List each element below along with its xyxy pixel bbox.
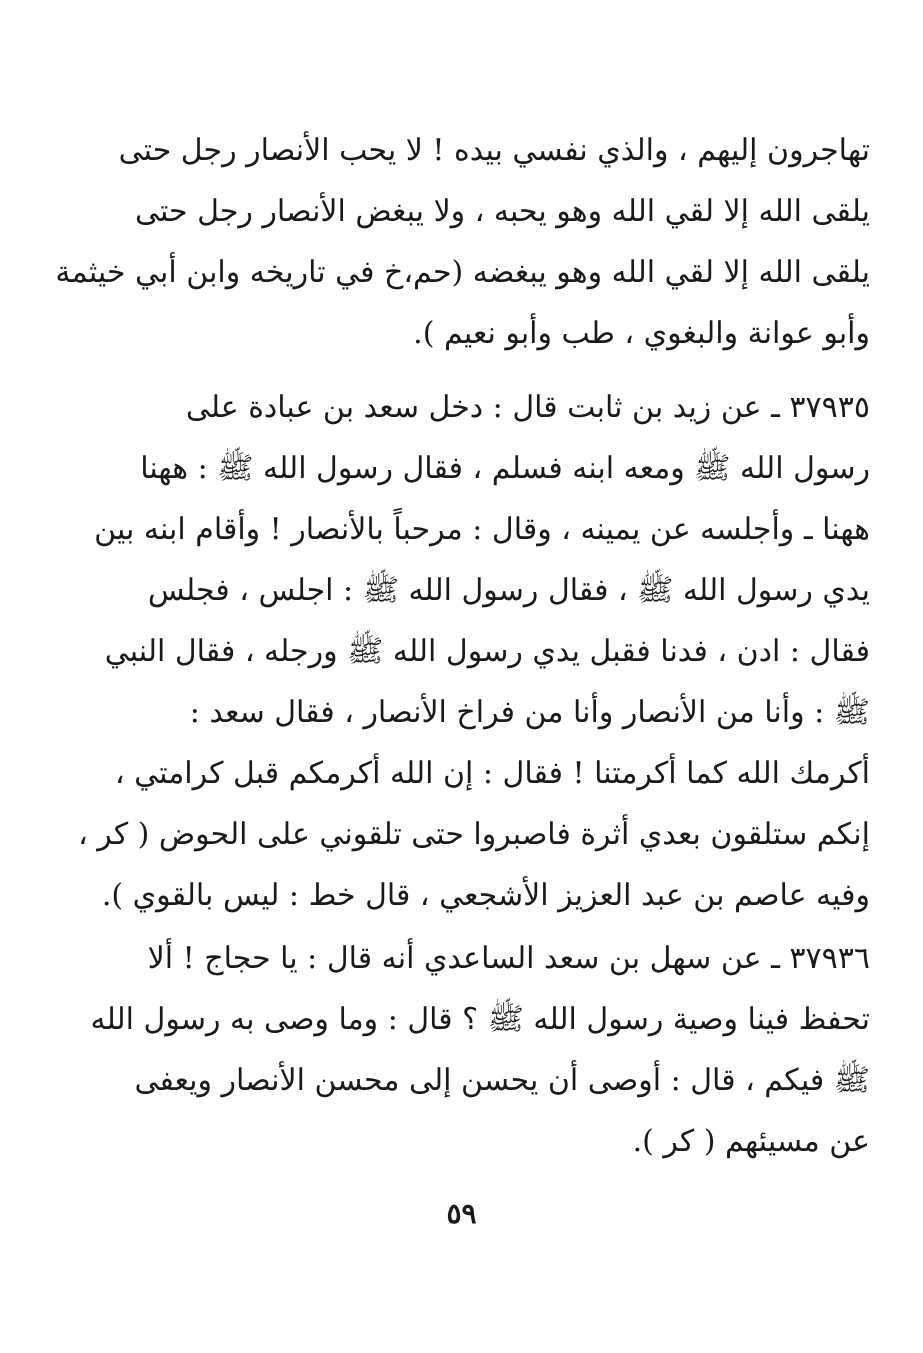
page-number: ٥٩ (446, 1197, 477, 1230)
text-line: ﷺ : وأنا من الأنصار وأنا من فراخ الأنصار ، فقال سعد : (189, 695, 870, 730)
text-line: ٣٧٩٣٦ ـ عن سهل بن سعد الساعدي أنه قال : يا حجاج ! ألا (147, 941, 870, 976)
text-line: إنكم ستلقون بعدي أثرة فاصبروا حتى تلقوني على الحوض ( كر ، (78, 817, 870, 852)
text-line: وفيه عاصم بن عبد العزيز الأشجعي ، قال خط : ليس بالقوي ). (101, 878, 870, 913)
text-line: رسول الله ﷺ ومعه ابنه فسلم ، فقال رسول الله ﷺ : ههنا (140, 451, 870, 486)
paragraph-hadith-continuation (55, 120, 870, 364)
text-line: ﷺ فيكم ، قال : أوصى أن يحسن إلى محسن الأنصار ويعفى (134, 1063, 870, 1098)
text-line: يدي رسول الله ﷺ ، فقال رسول الله ﷺ : اجلس ، فجلس (147, 573, 870, 608)
paragraph-hadith-37936 (90, 928, 870, 1172)
text-line: تحفظ فينا وصية رسول الله ﷺ ؟ قال : وما وصى به رسول الله (90, 1002, 870, 1037)
text-line: أكرمك الله كما أكرمتنا ! فقال : إن الله أكرمكم قبل كرامتي ، (114, 756, 870, 791)
text-line: تهاجرون إليهم ، والذي نفسي بيده ! لا يحب الأنصار رجل حتى (118, 133, 870, 168)
text-line: وأبو عوانة والبغوي ، طب وأبو نعيم ). (413, 316, 870, 351)
text-line: يلقى الله إلا لقي الله وهو يحبه ، ولا يبغض الأنصار رجل حتى (135, 194, 870, 229)
text-line: فقال : ادن ، فدنا فقبل يدي رسول الله ﷺ ورجله ، فقال النبي (104, 634, 870, 669)
paragraph-hadith-37935 (78, 377, 870, 926)
text-line: ٣٧٩٣٥ ـ عن زيد بن ثابت قال : دخل سعد بن عبادة على (185, 390, 870, 425)
text-line: عن مسيئهم ( كر ). (632, 1124, 870, 1159)
text-line: ههنا ـ وأجلسه عن يمينه ، وقال : مرحباً بالأنصار ! وأقام ابنه بين (94, 512, 870, 547)
text-line: يلقى الله إلا لقي الله وهو يبغضه (حم،خ في تاريخه وابن أبي خيثمة (55, 255, 870, 290)
